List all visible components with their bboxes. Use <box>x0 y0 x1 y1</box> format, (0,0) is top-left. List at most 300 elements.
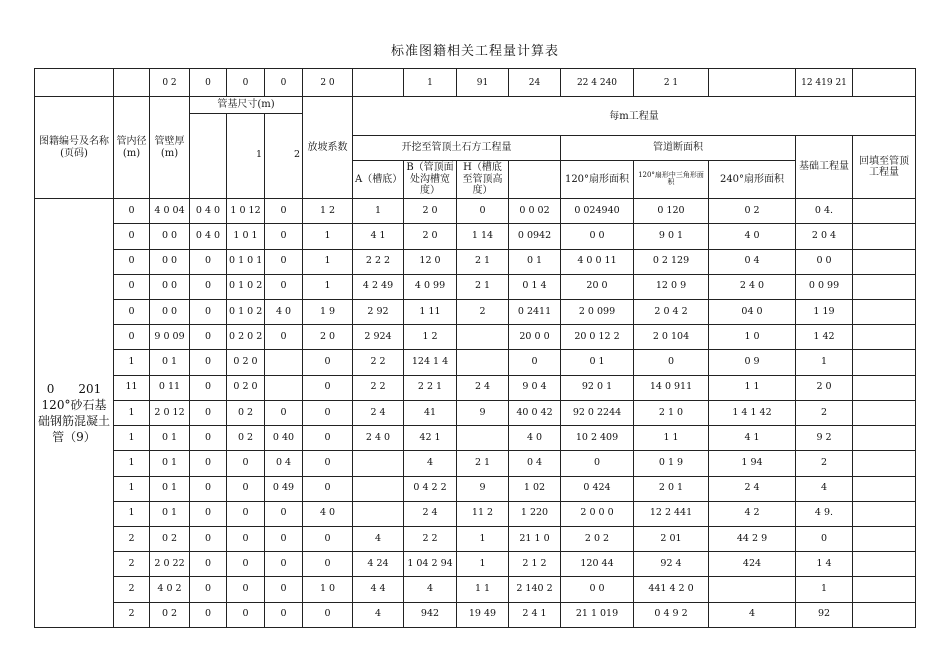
table-cell: 0 <box>190 552 227 577</box>
table-row <box>35 300 916 325</box>
table-cell: 4 <box>404 577 457 602</box>
table-cell: 0 <box>303 375 353 400</box>
table-cell: 2 0 <box>303 325 353 350</box>
table-cell: 4 <box>796 476 853 501</box>
table-cell <box>353 476 404 501</box>
table-cell: 2 0 4 2 <box>634 300 709 325</box>
table-row <box>35 249 916 274</box>
header-sector-120-triangle: 120°扇形中三角形面积 <box>634 160 709 199</box>
table-cell: 9 <box>457 400 509 425</box>
summary-cell: 2 1 <box>634 69 709 97</box>
header-wall-thickness: 管壁厚(m) <box>150 97 190 199</box>
header-base-size: 管基尺寸(m) <box>190 97 303 113</box>
table-cell: 12 2 441 <box>634 501 709 526</box>
table-row <box>35 224 916 249</box>
table-cell: 0 0 02 <box>509 199 561 224</box>
table-cell: 20 0 0 <box>509 325 561 350</box>
table-cell <box>265 375 303 400</box>
table-cell: 0 1 0 1 <box>227 249 265 274</box>
table-cell: 2 4 <box>353 400 404 425</box>
header-col-blank <box>509 160 561 199</box>
table-cell: 2 92 <box>353 300 404 325</box>
header-col-b: B（管顶面处沟槽宽度） <box>404 160 457 199</box>
table-cell: 2 0 2 <box>561 527 634 552</box>
table-cell: 1 1 <box>709 375 796 400</box>
table-cell: 0 1 <box>150 501 190 526</box>
table-cell: 0 1 0 2 <box>227 274 265 299</box>
table-cell: 1 4 <box>796 552 853 577</box>
table-row <box>35 400 916 425</box>
table-cell: 4 0 0 11 <box>561 249 634 274</box>
table-cell: 0 1 <box>150 426 190 451</box>
summary-row <box>35 69 916 97</box>
table-cell: 2 0 1 <box>634 476 709 501</box>
table-cell <box>853 350 916 375</box>
table-cell: 0 <box>227 577 265 602</box>
table-row <box>35 552 916 577</box>
table-cell: 9 <box>457 476 509 501</box>
table-cell: 1 220 <box>509 501 561 526</box>
table-cell: 0 <box>265 274 303 299</box>
table-cell <box>853 400 916 425</box>
table-cell <box>853 199 916 224</box>
table-cell: 0 <box>190 325 227 350</box>
table-cell: 2 4 0 <box>709 274 796 299</box>
table-cell: 4 2 <box>709 501 796 526</box>
table-cell: 0 <box>190 501 227 526</box>
table-cell: 2 4 <box>709 476 796 501</box>
header-slope: 放坡系数 <box>303 97 353 199</box>
table-cell <box>265 350 303 375</box>
table-cell: 9 0 1 <box>634 224 709 249</box>
table-cell: 4 0 <box>709 224 796 249</box>
table-cell: 1 14 <box>457 224 509 249</box>
table-cell <box>853 426 916 451</box>
table-cell: 0 <box>303 451 353 476</box>
table-row <box>35 476 916 501</box>
header-col-h: H（槽底至管顶高度） <box>457 160 509 199</box>
table-cell: 0 <box>190 476 227 501</box>
table-cell: 4 4 <box>353 577 404 602</box>
table-cell: 124 1 4 <box>404 350 457 375</box>
header-base-b2: 2 <box>265 113 303 198</box>
table-cell: 2 0 4 <box>796 224 853 249</box>
table-row <box>35 274 916 299</box>
table-cell: 1 <box>796 577 853 602</box>
table-cell <box>853 325 916 350</box>
summary-cell: 1 <box>404 69 457 97</box>
table-cell: 0 <box>265 325 303 350</box>
table-row <box>35 451 916 476</box>
summary-cell: 0 2 <box>150 69 190 97</box>
table-cell: 0 <box>265 602 303 627</box>
table-cell: 2 <box>796 400 853 425</box>
table-cell: 1 1 <box>634 426 709 451</box>
table-cell: 0 0 <box>150 224 190 249</box>
table-cell: 0 0 <box>150 249 190 274</box>
table-cell: 40 0 42 <box>509 400 561 425</box>
table-cell <box>353 451 404 476</box>
summary-cell: 24 <box>509 69 561 97</box>
table-cell <box>853 577 916 602</box>
table-cell <box>853 552 916 577</box>
table-cell: 44 2 9 <box>709 527 796 552</box>
table-cell: 0 <box>265 527 303 552</box>
table-cell: 0 4 <box>265 451 303 476</box>
table-row <box>35 527 916 552</box>
table-cell <box>853 527 916 552</box>
table-cell: 0 0942 <box>509 224 561 249</box>
table-cell: 0 <box>265 199 303 224</box>
table-cell: 0 <box>265 501 303 526</box>
table-cell: 2 1 <box>457 451 509 476</box>
summary-cell: 0 <box>227 69 265 97</box>
table-cell <box>457 325 509 350</box>
table-cell: 4 1 <box>353 224 404 249</box>
summary-cell: 91 <box>457 69 509 97</box>
table-cell: 0 024940 <box>561 199 634 224</box>
table-cell: 120 44 <box>561 552 634 577</box>
table-cell: 0 0 99 <box>796 274 853 299</box>
atlas-name-cell: 0 201 120°砂石基础钢筋混凝土管（9） <box>35 199 114 628</box>
header-excavation: 开挖至管顶土石方工程量 <box>353 136 561 160</box>
table-cell: 0 4 <box>509 451 561 476</box>
header-per-meter: 每m工程量 <box>353 97 916 136</box>
table-cell: 20 0 12 2 <box>561 325 634 350</box>
table-cell: 0 1 9 <box>634 451 709 476</box>
table-cell: 4 <box>353 527 404 552</box>
table-cell: 0 <box>190 426 227 451</box>
table-cell: 0 4 2 2 <box>404 476 457 501</box>
table-cell: 0 <box>190 577 227 602</box>
table-cell <box>709 577 796 602</box>
table-row <box>35 577 916 602</box>
table-cell: 2 0 <box>796 375 853 400</box>
table-cell: 0 2 0 2 <box>227 325 265 350</box>
table-cell: 1 <box>114 501 150 526</box>
table-cell: 1 9 <box>303 300 353 325</box>
table-cell: 0 <box>227 527 265 552</box>
table-cell: 0 <box>227 552 265 577</box>
table-cell: 2 4 <box>404 501 457 526</box>
summary-cell: 0 <box>190 69 227 97</box>
table-cell: 0 0 <box>561 577 634 602</box>
table-cell <box>853 501 916 526</box>
summary-cell: 12 419 21 <box>796 69 853 97</box>
header-inner-diameter: 管内径(m) <box>114 97 150 199</box>
header-foundation: 基础工程量 <box>796 136 853 199</box>
table-cell: 0 <box>509 350 561 375</box>
table-cell: 0 120 <box>634 199 709 224</box>
table-cell: 10 2 409 <box>561 426 634 451</box>
table-cell: 0 <box>190 249 227 274</box>
table-cell: 0 40 <box>265 426 303 451</box>
table-cell: 2 2 <box>404 527 457 552</box>
table-cell: 1 0 1 <box>227 224 265 249</box>
table-cell: 0 <box>303 350 353 375</box>
table-cell: 14 0 911 <box>634 375 709 400</box>
table-cell: 0 49 <box>265 476 303 501</box>
table-cell: 1 94 <box>709 451 796 476</box>
table-row <box>35 199 916 224</box>
table-cell: 1 2 <box>404 325 457 350</box>
table-cell: 0 4 0 <box>190 224 227 249</box>
table-cell: 0 4 <box>709 249 796 274</box>
table-cell: 1 <box>114 476 150 501</box>
table-cell: 2 140 2 <box>509 577 561 602</box>
table-row <box>35 325 916 350</box>
header-sector-120: 120°扇形面积 <box>561 160 634 199</box>
table-cell: 4 0 04 <box>150 199 190 224</box>
table-cell: 42 1 <box>404 426 457 451</box>
table-cell: 11 <box>114 375 150 400</box>
table-cell: 92 0 1 <box>561 375 634 400</box>
table-cell: 2 2 2 <box>353 249 404 274</box>
table-cell: 92 0 2244 <box>561 400 634 425</box>
table-cell: 2 0 22 <box>150 552 190 577</box>
table-cell: 2 <box>457 300 509 325</box>
table-cell: 0 1 4 <box>509 274 561 299</box>
table-cell: 0 0 <box>150 300 190 325</box>
table-cell: 2 <box>114 527 150 552</box>
table-cell: 0 <box>634 350 709 375</box>
table-cell: 0 2411 <box>509 300 561 325</box>
header-section-area: 管道断面积 <box>561 136 796 160</box>
table-cell: 1 <box>303 274 353 299</box>
table-cell: 0 <box>457 199 509 224</box>
table-cell: 4 2 49 <box>353 274 404 299</box>
table-cell: 0 <box>114 199 150 224</box>
summary-cell <box>353 69 404 97</box>
table-cell: 4 <box>353 602 404 627</box>
table-cell <box>853 602 916 627</box>
table-cell <box>853 224 916 249</box>
table-cell: 0 <box>303 602 353 627</box>
table-cell: 2 4 <box>457 375 509 400</box>
table-cell: 1 11 <box>404 300 457 325</box>
table-cell: 0 <box>303 400 353 425</box>
table-cell: 1 42 <box>796 325 853 350</box>
table-cell: 0 2 <box>227 400 265 425</box>
table-cell: 11 2 <box>457 501 509 526</box>
table-cell: 1 0 12 <box>227 199 265 224</box>
table-cell: 1 0 <box>303 577 353 602</box>
table-cell: 0 <box>190 375 227 400</box>
table-cell: 0 <box>227 602 265 627</box>
table-row <box>35 375 916 400</box>
table-cell: 2 0 12 <box>150 400 190 425</box>
summary-cell <box>35 69 114 97</box>
table-cell: 1 <box>457 527 509 552</box>
table-cell: 0 1 <box>150 350 190 375</box>
table-cell: 0 2 <box>150 527 190 552</box>
table-cell: 2 0 099 <box>561 300 634 325</box>
table-cell: 1 02 <box>509 476 561 501</box>
table-cell: 0 <box>303 527 353 552</box>
table-cell: 0 <box>190 451 227 476</box>
table-cell: 2 <box>114 602 150 627</box>
table-cell: 0 <box>190 527 227 552</box>
table-cell: 2 2 <box>353 375 404 400</box>
table-cell: 92 <box>796 602 853 627</box>
table-cell: 2 1 0 <box>634 400 709 425</box>
table-cell <box>853 476 916 501</box>
table-cell: 4 9. <box>796 501 853 526</box>
table-cell: 0 <box>265 224 303 249</box>
header-base-b1: 1 <box>227 113 265 198</box>
table-row <box>35 426 916 451</box>
table-cell: 2 <box>114 577 150 602</box>
header-atlas: 图籍编号及名称(页码) <box>35 97 114 199</box>
table-cell: 1 04 2 94 <box>404 552 457 577</box>
table-cell: 2 01 <box>634 527 709 552</box>
table-cell: 4 0 99 <box>404 274 457 299</box>
table-cell: 0 <box>265 400 303 425</box>
table-cell: 0 <box>190 400 227 425</box>
table-cell: 1 2 <box>303 199 353 224</box>
table-cell: 1 <box>114 350 150 375</box>
table-cell: 1 19 <box>796 300 853 325</box>
table-cell: 424 <box>709 552 796 577</box>
table-cell <box>853 300 916 325</box>
table-cell: 0 2 0 <box>227 375 265 400</box>
table-cell: 2 2 <box>353 350 404 375</box>
table-cell <box>457 350 509 375</box>
table-cell: 2 2 1 <box>404 375 457 400</box>
table-cell: 0 1 <box>509 249 561 274</box>
table-cell: 4 <box>709 602 796 627</box>
header-sector-240: 240°扇形面积 <box>709 160 796 199</box>
table-cell: 12 0 9 <box>634 274 709 299</box>
table-cell <box>853 375 916 400</box>
table-cell: 2 0 <box>404 199 457 224</box>
table-cell: 1 <box>796 350 853 375</box>
header-backfill: 回填至管顶工程量 <box>853 136 916 199</box>
table-cell: 21 1 019 <box>561 602 634 627</box>
table-cell: 9 2 <box>796 426 853 451</box>
table-cell: 2 <box>796 451 853 476</box>
table-cell: 0 2 0 <box>227 350 265 375</box>
table-cell: 21 1 0 <box>509 527 561 552</box>
table-cell: 0 4. <box>796 199 853 224</box>
table-cell: 1 <box>303 224 353 249</box>
table-cell: 9 0 09 <box>150 325 190 350</box>
table-cell: 1 <box>114 426 150 451</box>
table-cell: 19 49 <box>457 602 509 627</box>
summary-cell <box>853 69 916 97</box>
table-cell: 0 <box>114 224 150 249</box>
table-cell: 1 <box>114 400 150 425</box>
header-base-a <box>190 113 227 198</box>
table-cell: 0 0 <box>561 224 634 249</box>
table-cell <box>853 249 916 274</box>
table-cell: 2 0 <box>404 224 457 249</box>
table-cell: 0 <box>265 249 303 274</box>
summary-cell: 0 <box>265 69 303 97</box>
table-cell: 0 9 <box>709 350 796 375</box>
table-cell: 0 <box>114 300 150 325</box>
table-cell: 9 0 4 <box>509 375 561 400</box>
table-cell: 0 <box>190 350 227 375</box>
table-cell: 0 424 <box>561 476 634 501</box>
table-cell: 0 <box>227 451 265 476</box>
table-cell: 0 <box>303 552 353 577</box>
summary-cell: 22 4 240 <box>561 69 634 97</box>
table-row <box>35 501 916 526</box>
table-cell: 2 0 104 <box>634 325 709 350</box>
header-col-a: A（槽底） <box>353 160 404 199</box>
table-cell: 0 4 9 2 <box>634 602 709 627</box>
table-cell: 2 4 1 <box>509 602 561 627</box>
table-cell: 4 1 <box>709 426 796 451</box>
table-cell: 2 1 <box>457 274 509 299</box>
table-cell <box>353 501 404 526</box>
table-cell: 1 <box>353 199 404 224</box>
table-cell: 0 <box>265 577 303 602</box>
table-cell: 0 <box>114 274 150 299</box>
table-cell: 2 4 0 <box>353 426 404 451</box>
table-cell: 4 0 <box>509 426 561 451</box>
table-cell: 0 2 <box>227 426 265 451</box>
table-cell: 20 0 <box>561 274 634 299</box>
table-cell: 04 0 <box>709 300 796 325</box>
table-cell: 0 1 <box>561 350 634 375</box>
table-cell: 2 1 2 <box>509 552 561 577</box>
table-cell: 41 <box>404 400 457 425</box>
table-cell: 0 4 0 <box>190 199 227 224</box>
table-cell: 2 <box>114 552 150 577</box>
table-cell: 0 <box>227 501 265 526</box>
sheet-title: 标准图籍相关工程量计算表 <box>390 44 559 59</box>
table-cell: 12 0 <box>404 249 457 274</box>
table-cell: 1 <box>457 552 509 577</box>
table-cell: 0 <box>796 527 853 552</box>
table-cell: 0 <box>190 300 227 325</box>
table-cell: 0 0 <box>796 249 853 274</box>
table-cell: 2 0 0 0 <box>561 501 634 526</box>
table-cell: 0 2 129 <box>634 249 709 274</box>
table-cell: 0 <box>190 274 227 299</box>
table-cell: 0 2 <box>150 602 190 627</box>
table-cell: 0 11 <box>150 375 190 400</box>
table-cell: 0 <box>227 476 265 501</box>
table-cell: 0 <box>190 602 227 627</box>
table-row <box>35 350 916 375</box>
table-cell: 0 1 0 2 <box>227 300 265 325</box>
table-cell: 4 0 <box>303 501 353 526</box>
table-cell <box>853 274 916 299</box>
table-cell: 92 4 <box>634 552 709 577</box>
table-cell: 0 <box>561 451 634 476</box>
table-cell: 0 <box>265 552 303 577</box>
table-cell: 1 <box>114 451 150 476</box>
table-cell: 2 924 <box>353 325 404 350</box>
table-cell: 4 0 2 <box>150 577 190 602</box>
table-cell: 0 <box>303 426 353 451</box>
summary-cell <box>114 69 150 97</box>
quantity-table <box>34 68 916 628</box>
table-row <box>35 602 916 627</box>
summary-cell: 2 0 <box>303 69 353 97</box>
table-cell: 0 1 <box>150 476 190 501</box>
table-cell: 0 0 <box>150 274 190 299</box>
table-cell: 1 <box>303 249 353 274</box>
table-cell: 4 <box>404 451 457 476</box>
table-cell: 1 4 1 42 <box>709 400 796 425</box>
table-cell: 2 1 <box>457 249 509 274</box>
table-cell: 0 2 <box>709 199 796 224</box>
table-cell: 4 24 <box>353 552 404 577</box>
